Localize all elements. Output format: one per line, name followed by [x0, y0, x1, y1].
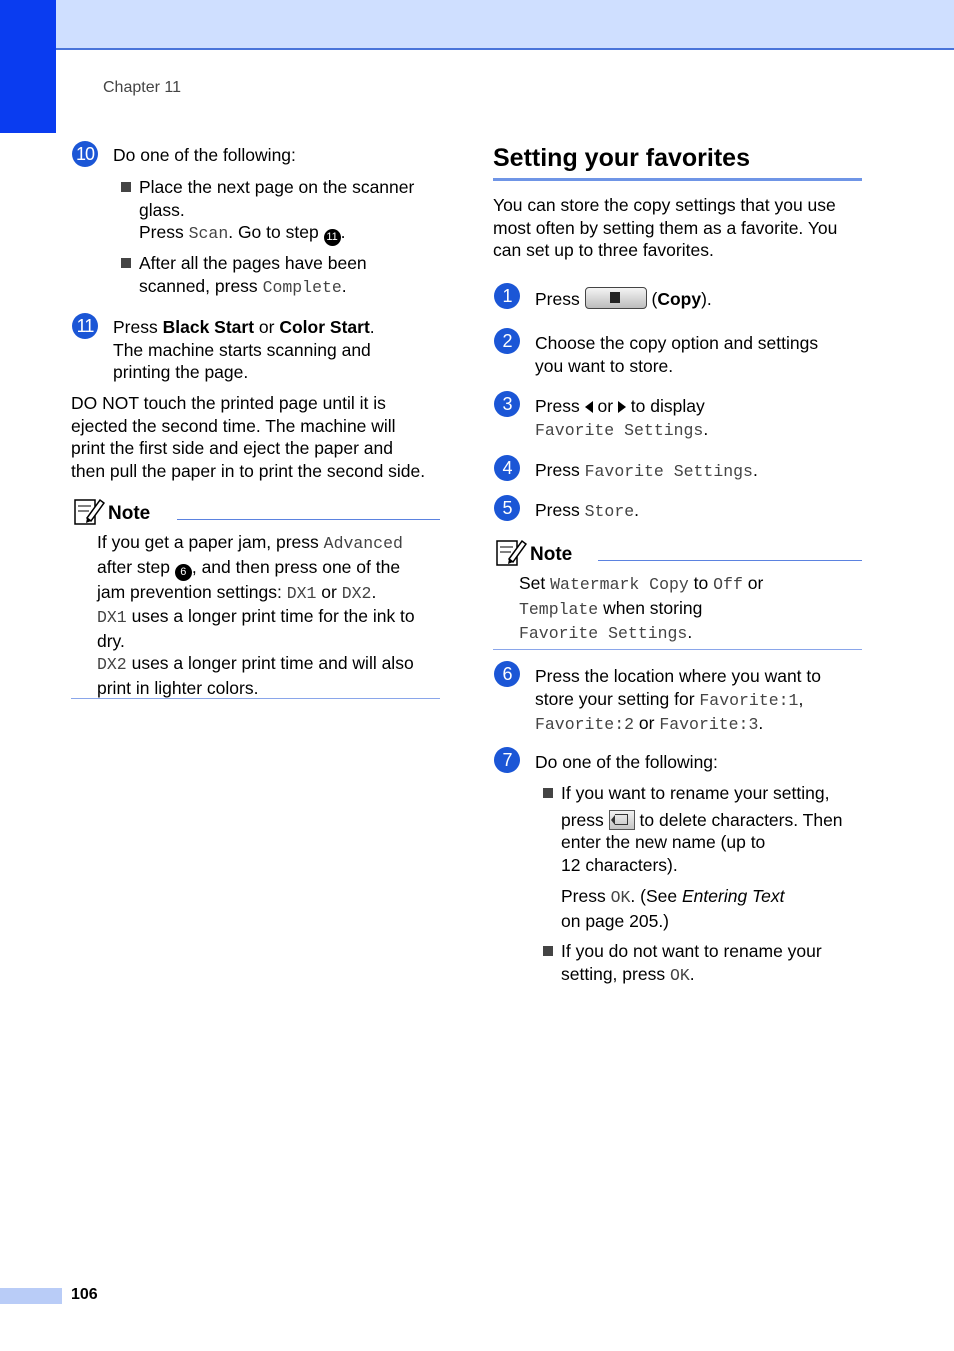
text: or [258, 317, 275, 337]
code-watermark-copy: Watermark Copy [550, 575, 689, 594]
code-ok: OK [669, 965, 690, 985]
text-line: Favorite:2 or Favorite:3. [535, 713, 764, 734]
copy-key: Copy [657, 289, 702, 309]
color-start-key: Color Start [279, 317, 370, 337]
text-line [519, 597, 763, 622]
code-off: Off [713, 575, 743, 594]
text: Press [561, 886, 606, 906]
text: setting, press [561, 963, 666, 984]
step-3-text [535, 395, 708, 442]
step-5-badge: 5 [494, 495, 520, 521]
code-store: Store [584, 502, 635, 521]
text: scanned, press [139, 275, 258, 296]
text-line [535, 395, 708, 418]
note-heading: Note [108, 503, 151, 524]
text-line: If you do not want to rename your [561, 941, 822, 961]
text: or [747, 573, 764, 593]
text-line: Press the location where you want to [535, 666, 821, 686]
code-complete: Complete [262, 277, 342, 297]
text: store your setting for [535, 688, 695, 709]
text-line [97, 605, 415, 630]
text-line [561, 809, 843, 832]
note-divider [598, 560, 862, 561]
text-line: Choose the copy option and settings [535, 333, 819, 353]
code-advanced: Advanced [323, 534, 403, 553]
step-10-badge: 10 [72, 141, 98, 167]
text-line: If you want to rename your setting, [561, 783, 830, 803]
step-10-bullet-1 [139, 176, 414, 246]
step-ref-badge: 6 [175, 564, 192, 581]
code-favorite-settings: Favorite Settings [535, 420, 704, 440]
bullet-icon [543, 788, 553, 798]
text-line: on page 205.) [561, 910, 670, 931]
text-line: Press Scan. Go to step 11 . [139, 221, 414, 246]
text: or [321, 581, 337, 602]
text-line [561, 885, 843, 910]
title-underline [493, 178, 862, 181]
step-11-text [113, 316, 375, 384]
code-favorite-2: Favorite:2 [535, 715, 635, 734]
step-1-text: Press (Copy). [535, 289, 712, 309]
text: Set [519, 573, 546, 593]
code-dx2: DX2 [97, 655, 127, 674]
text: Press [535, 396, 580, 416]
header-band [0, 0, 954, 50]
text: when storing [603, 597, 703, 618]
text-line: 12 characters). [561, 854, 678, 875]
step-7-intro: Do one of the following: [535, 752, 718, 772]
note-bottom-rule [493, 649, 862, 650]
code-dx2: DX2 [341, 583, 372, 603]
black-start-key: Black Start [162, 317, 255, 337]
note-bottom-rule [71, 698, 440, 699]
text: . (See [630, 886, 678, 906]
right-note-body [519, 572, 763, 646]
step-4-badge: 4 [494, 455, 520, 481]
text: If you get a paper jam, press [97, 532, 319, 552]
text-line: can set up to three favorites. [493, 240, 714, 260]
step-6-text [535, 665, 821, 737]
text: or [638, 713, 655, 733]
code-favorite-settings: Favorite Settings [584, 462, 753, 481]
text: to display [630, 396, 705, 416]
code-favorite-1: Favorite:1 [699, 690, 799, 710]
step-5-text: Press Store. [535, 500, 639, 521]
step-1-badge: 1 [494, 283, 520, 309]
right-arrow-icon [618, 401, 626, 413]
step-4-text: Press Favorite Settings. [535, 460, 758, 481]
text-line: After all the pages have been [139, 253, 367, 273]
step-7-badge: 7 [494, 747, 520, 773]
text: after step [97, 556, 170, 577]
text-line: jam prevention settings: DX1 or DX2. [97, 581, 377, 603]
code-dx1: DX1 [97, 608, 127, 627]
step-10-bullet-2 [139, 252, 367, 299]
warning-paragraph [71, 392, 425, 482]
step-2-badge: 2 [494, 328, 520, 354]
text: uses a longer print time for the ink to [131, 606, 415, 626]
text-line: most often by setting them as a favorite. You [493, 217, 838, 238]
chapter-label: Chapter 11 [103, 79, 181, 96]
text: or [597, 396, 614, 416]
text: Press [535, 460, 580, 480]
text-line: dry. [97, 630, 125, 651]
text-line: scanned, press Complete. [139, 275, 347, 297]
step-ref-badge: 11 [324, 229, 341, 246]
text: to delete characters. Then [639, 809, 843, 830]
text: Press [113, 317, 158, 337]
text: . Go to step [228, 222, 319, 242]
note-pencil-icon [495, 537, 527, 567]
text: to [693, 573, 709, 593]
section-title: Setting your favorites [493, 144, 750, 172]
step-2-text [535, 332, 818, 377]
text-line: The machine starts scanning and [113, 339, 371, 360]
text-line: ejected the second time. The machine will [71, 415, 396, 436]
text-line [97, 531, 415, 556]
text: uses a longer print time and will also [131, 653, 414, 673]
code-scan: Scan [188, 224, 229, 243]
step-7-bullet-1 [561, 782, 843, 932]
step-6-badge: 6 [494, 661, 520, 687]
text: Press [535, 500, 580, 520]
text-line: DO NOT touch the printed page until it is [71, 393, 386, 413]
text-line: store your setting for Favorite:1, [535, 688, 804, 710]
chapter-tab [0, 0, 56, 133]
text: , and then press one of the [191, 556, 401, 577]
footer-tab [0, 1288, 62, 1304]
copy-button-icon [585, 287, 647, 309]
step-10-intro: Do one of the following: [113, 145, 296, 165]
text-line: You can store the copy settings that you use [493, 195, 836, 215]
step-11-badge: 11 [72, 313, 98, 339]
text-line: Place the next page on the scanner [139, 177, 415, 197]
text: press [561, 809, 604, 830]
text-line: print the first side and eject the paper and [71, 438, 394, 458]
text-line [97, 556, 415, 581]
text-line: Favorite Settings. [535, 418, 709, 440]
bullet-icon [121, 258, 131, 268]
text-line [97, 652, 415, 677]
page-number: 106 [71, 1286, 98, 1303]
code-favorite-3: Favorite:3 [659, 715, 759, 734]
text-line: Press Black Start or Color Start. [113, 317, 375, 337]
text-line [519, 572, 763, 597]
text: jam prevention settings: [97, 581, 282, 602]
note-heading: Note [530, 544, 573, 565]
cross-reference: Entering Text [682, 886, 785, 906]
section-intro [493, 194, 837, 262]
text-line: glass. [139, 199, 185, 220]
code-template: Template [519, 599, 599, 619]
text-line: setting, press OK. [561, 963, 695, 985]
note-divider [177, 519, 440, 520]
backspace-delete-icon [609, 810, 635, 830]
bullet-icon [543, 946, 553, 956]
text-line: printing the page. [113, 362, 249, 382]
left-arrow-icon [585, 401, 593, 413]
text-line: then pull the paper in to print the second side. [71, 460, 426, 481]
code-dx1: DX1 [286, 583, 317, 603]
text: Press [139, 222, 184, 242]
text-line: you want to store. [535, 355, 674, 376]
step-7-bullet-2 [561, 940, 822, 987]
text: Press [535, 289, 580, 309]
step-3-badge: 3 [494, 391, 520, 417]
code-favorite-settings: Favorite Settings [519, 624, 688, 643]
code-ok: OK [610, 888, 631, 907]
bullet-icon [121, 182, 131, 192]
text-line: enter the new name (up to [561, 832, 766, 852]
text-line: print in lighter colors. [97, 677, 259, 698]
note-pencil-icon [73, 496, 105, 526]
text-line: Favorite Settings. [519, 622, 693, 643]
left-note-body [97, 531, 415, 699]
